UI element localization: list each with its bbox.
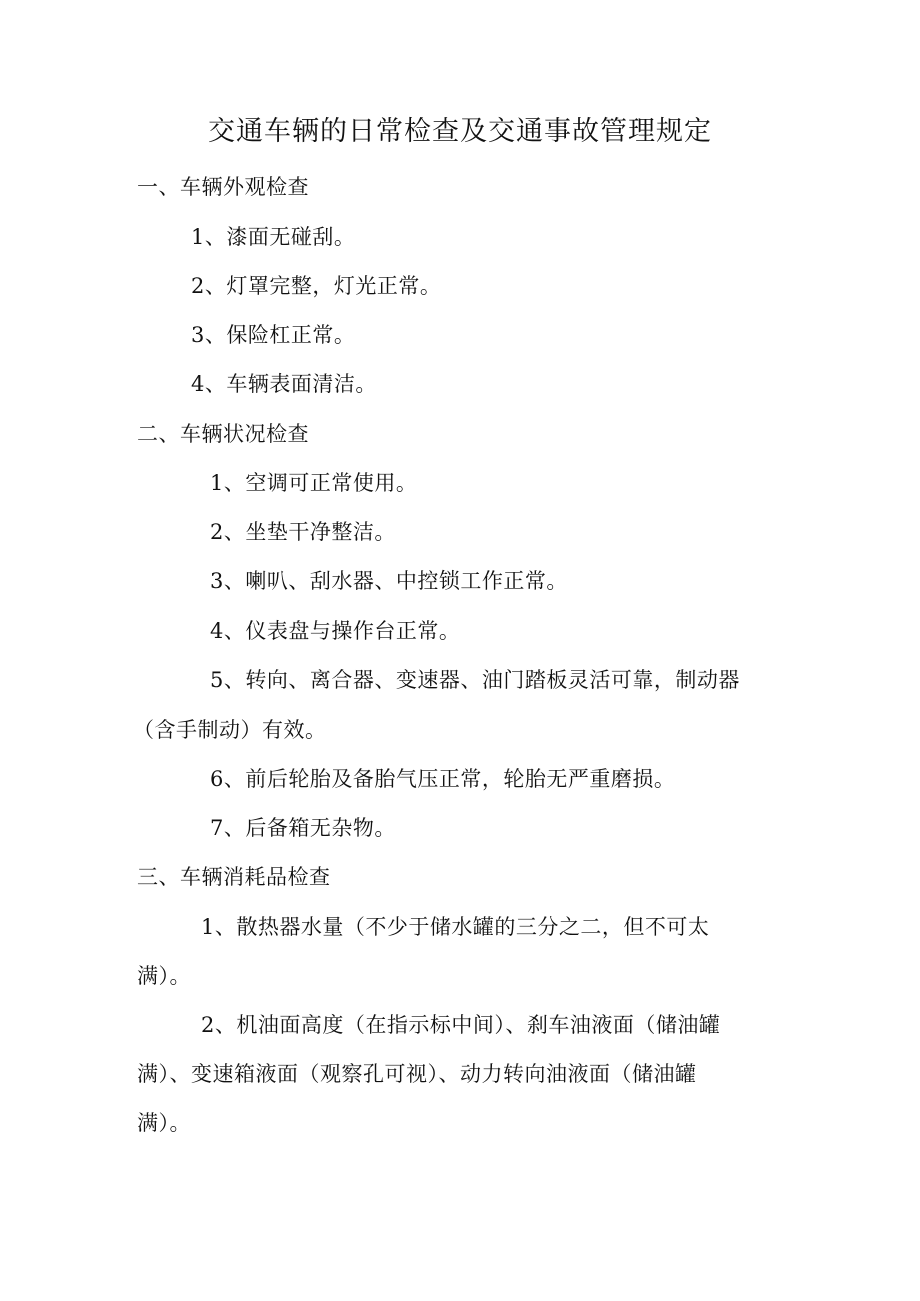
section-3-item-2-line-1: 2、机油面高度（在指示标中间）、刹车油液面（储油罐: [201, 1013, 721, 1037]
section-2-item-7: 7、后备箱无杂物。: [210, 816, 396, 840]
section-2-item-5-line-2: （含手制动）有效。: [133, 718, 327, 742]
document-title: 交通车辆的日常检查及交通事故管理规定: [208, 116, 712, 147]
section-1-item-1: 1、漆面无碰刮。: [191, 225, 356, 249]
section-1-item-4: 4、车辆表面清洁。: [191, 372, 377, 396]
section-2-item-3: 3、喇叭、刮水器、中控锁工作正常。: [210, 569, 568, 593]
section-2-item-6: 6、前后轮胎及备胎气压正常，轮胎无严重磨损。: [210, 767, 676, 791]
section-1-item-3: 3、保险杠正常。: [191, 323, 356, 347]
section-heading-2: 二、车辆状况检查: [137, 422, 309, 446]
section-heading-1: 一、车辆外观检查: [137, 175, 309, 199]
section-3-item-1-line-2: 满）。: [137, 964, 191, 988]
section-heading-3: 三、车辆消耗品检查: [137, 865, 331, 889]
section-3-item-2-line-3: 满）。: [137, 1111, 191, 1135]
section-2-item-5-line-1: 5、转向、离合器、变速器、油门踏板灵活可靠，制动器: [210, 668, 740, 692]
section-2-item-4: 4、仪表盘与操作台正常。: [210, 619, 461, 643]
section-2-item-1: 1、空调可正常使用。: [210, 471, 418, 495]
section-3-item-1-line-1: 1、散热器水量（不少于储水罐的三分之二，但不可太: [201, 915, 710, 939]
section-3-item-2-line-2: 满）、变速箱液面（观察孔可视）、动力转向油液面（储油罐: [137, 1062, 697, 1086]
section-2-item-2: 2、坐垫干净整洁。: [210, 520, 396, 544]
section-1-item-2: 2、灯罩完整，灯光正常。: [191, 274, 442, 298]
